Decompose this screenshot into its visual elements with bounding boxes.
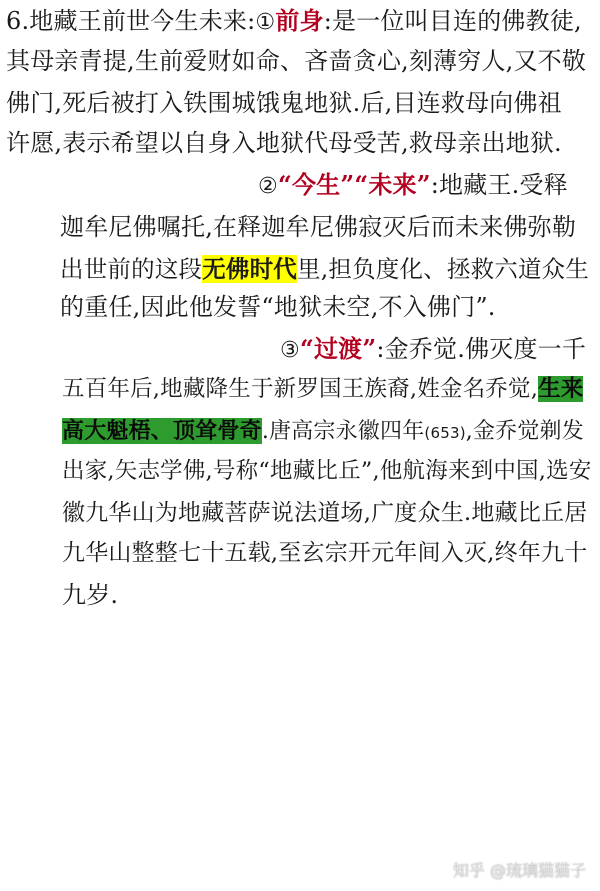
section-heading-line xyxy=(6,6,582,38)
highlight-born-tall-2: 高大魁梧、顶耸骨奇 xyxy=(62,418,262,444)
p2-marker: ② xyxy=(258,174,278,199)
p3-keyword: “过渡” xyxy=(299,334,377,363)
p1-keyword: 前身 xyxy=(275,6,324,35)
year-note: (653) xyxy=(424,424,466,442)
p2-line1-text: :地藏王.受释 xyxy=(430,171,568,199)
highlight-no-buddha-era: 无佛时代 xyxy=(202,255,298,283)
section-heading: 6.地藏王前世今生未来: xyxy=(6,7,256,35)
p3-line1 xyxy=(280,334,586,366)
p3-marker: ③ xyxy=(280,338,300,363)
p2-keyword: “今生”“未来” xyxy=(277,170,431,199)
p3-line1-text: :金乔觉.佛灭度一千 xyxy=(376,335,587,363)
p3-line3-post: ,金乔觉剃发 xyxy=(465,419,584,444)
highlight-born-tall-1: 生来 xyxy=(538,376,584,402)
p1-line1-text: :是一位叫目连的佛教徒, xyxy=(323,7,582,35)
p2-line4: 的重任,因此他发誓“地狱未空,不入佛门”. xyxy=(60,293,496,321)
p3-line3 xyxy=(62,416,584,448)
p2-line1 xyxy=(258,170,568,202)
p3-line6: 九华山整整七十五载,至玄宗开元年间入灭,终年九十 xyxy=(62,540,588,566)
p3-line2 xyxy=(62,374,583,404)
p2-line3-pre: 出世前的这段 xyxy=(60,255,203,283)
p1-marker: ① xyxy=(255,10,276,35)
p3-line3-pre: .唐高宗永徽四年 xyxy=(261,419,425,444)
p3-line4: 出家,矢志学佛,号称“地藏比丘”,他航海来到中国,选安 xyxy=(62,458,592,484)
p3-line2-pre: 五百年后,地藏降生于新罗国王族裔,姓金名乔觉, xyxy=(62,376,539,402)
p1-line4: 许愿,表示希望以自身入地狱代母受苦,救母亲出地狱. xyxy=(6,129,562,157)
p1-line2: 其母亲青提,生前爱财如命、吝啬贪心,刻薄穷人,又不敬 xyxy=(6,47,587,75)
p3-line7: 九岁. xyxy=(62,581,119,609)
p2-line3-post: 里,担负度化、拯救六道众生 xyxy=(297,255,590,283)
p2-line3 xyxy=(60,254,589,284)
p3-line5: 徽九华山为地藏菩萨说法道场,广度众生.地藏比丘居 xyxy=(62,500,588,526)
p1-line3: 佛门,死后被打入铁围城饿鬼地狱.后,目连救母向佛祖 xyxy=(6,89,562,117)
p2-line2: 迦牟尼佛嘱托,在释迦牟尼佛寂灭后而未来佛弥勒 xyxy=(60,213,577,241)
watermark: 知乎 @琉璃猫猫子 xyxy=(452,861,586,880)
